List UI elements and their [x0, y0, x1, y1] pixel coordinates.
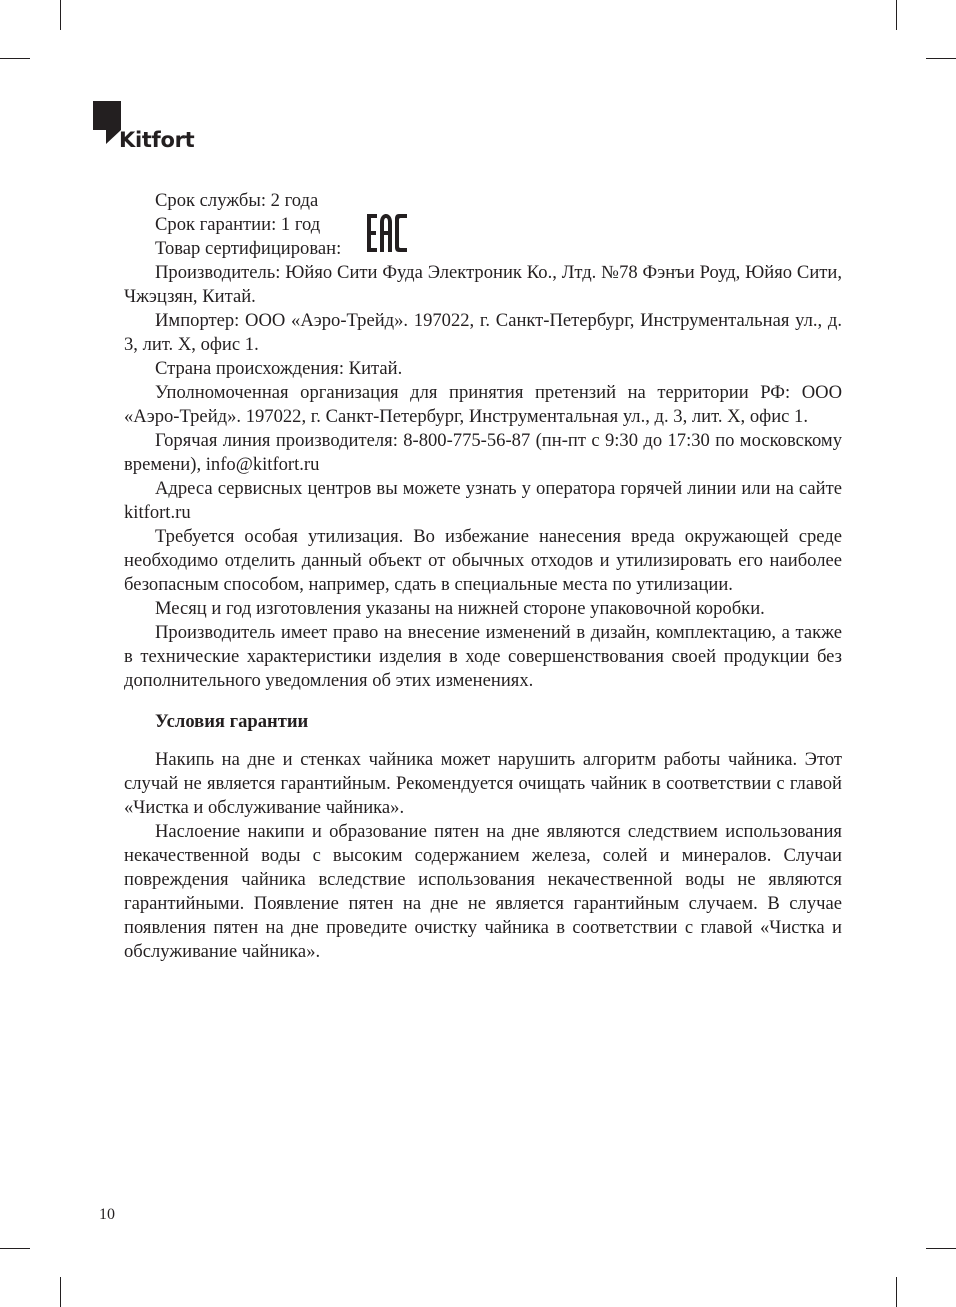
crop-mark-left-bottom	[0, 1248, 30, 1249]
disposal: Требуется особая утилизация. Во избежание нанесения вреда окружающей среде необходимо отделить данный объект от обычных отходов и утилизировать его наиболее безопасным способом, например, сдать в специальные места по утилизации.	[124, 526, 842, 595]
kitfort-logo-mark-icon	[92, 100, 122, 156]
country-of-origin: Страна происхождения: Китай.	[155, 358, 403, 379]
page-number: 10	[99, 1206, 115, 1223]
eac-certification-icon	[366, 213, 408, 253]
crop-mark-right-top	[926, 58, 956, 59]
warranty-paragraph-2: Наслоение накипи и образование пятен на дне являются следствием использования некачественной воды с высоким содержанием железа, солей и минералов. Случаи повреждения чайника вследствие использования некачественной воды не являются гарантийными. Появление пятен на дне не является гарантийным случаем. В случае появления пятен на дне проведите очистку чайника в соответствии с главой «Чистка и обслуживание чайника».	[124, 821, 842, 962]
crop-mark-top-left	[60, 0, 61, 30]
manufacturer: Производитель: Юйяо Сити Фуда Электроник Ко., Лтд. №78 Фэнъи Роуд, Юйяо Сити, Чжэцзян, Китай.	[124, 262, 842, 307]
certified-line	[124, 237, 842, 261]
warranty-heading: Условия гарантии	[155, 711, 309, 732]
hotline: Горячая линия производителя: 8-800-775-56-87 (пн-пт с 9:30 до 17:30 по московскому времени), info@kitfort.ru	[124, 430, 842, 475]
certified-text: Товар сертифицирован:	[155, 238, 342, 259]
service-centers: Адреса сервисных центров вы можете узнать у оператора горячей линии или на сайте kitfort.ru	[124, 478, 842, 523]
importer: Импортер: ООО «Аэро-Трейд». 197022, г. Санкт-Петербург, Инструментальная ул., д. 3, лит. Х, офис 1.	[124, 310, 842, 355]
manufacture-date: Месяц и год изготовления указаны на нижней стороне упаковочной коробки.	[155, 598, 765, 619]
kitfort-logo	[92, 100, 212, 156]
changes-notice: Производитель имеет право на внесение изменений в дизайн, комплектацию, а также в технические характеристики изделия в ходе совершенствования своей продукции без дополнительного уведомления об этих изменениях.	[124, 622, 842, 691]
authorized-organization: Уполномоченная организация для принятия претензий на территории РФ: ООО «Аэро-Трейд». 197022, г. Санкт-Петербург, Инструментальная ул., д. 3, лит. Х, офис 1.	[124, 382, 842, 427]
crop-mark-bottom-left	[60, 1277, 61, 1307]
service-life: Срок службы: 2 года	[155, 190, 319, 211]
crop-mark-top-right	[896, 0, 897, 30]
warranty-paragraph-1: Накипь на дне и стенках чайника может нарушить алгоритм работы чайника. Этот случай не является гарантийным. Рекомендуется очищать чайник в соответствии с главой «Чистка и обслуживание чайника».	[124, 749, 842, 818]
document-body	[124, 189, 842, 964]
warranty-period: Срок гарантии: 1 год	[155, 214, 321, 235]
crop-mark-left-top	[0, 58, 30, 59]
crop-mark-bottom-right	[896, 1277, 897, 1307]
logo-text: Kitfort	[119, 128, 195, 152]
crop-mark-right-bottom	[926, 1248, 956, 1249]
